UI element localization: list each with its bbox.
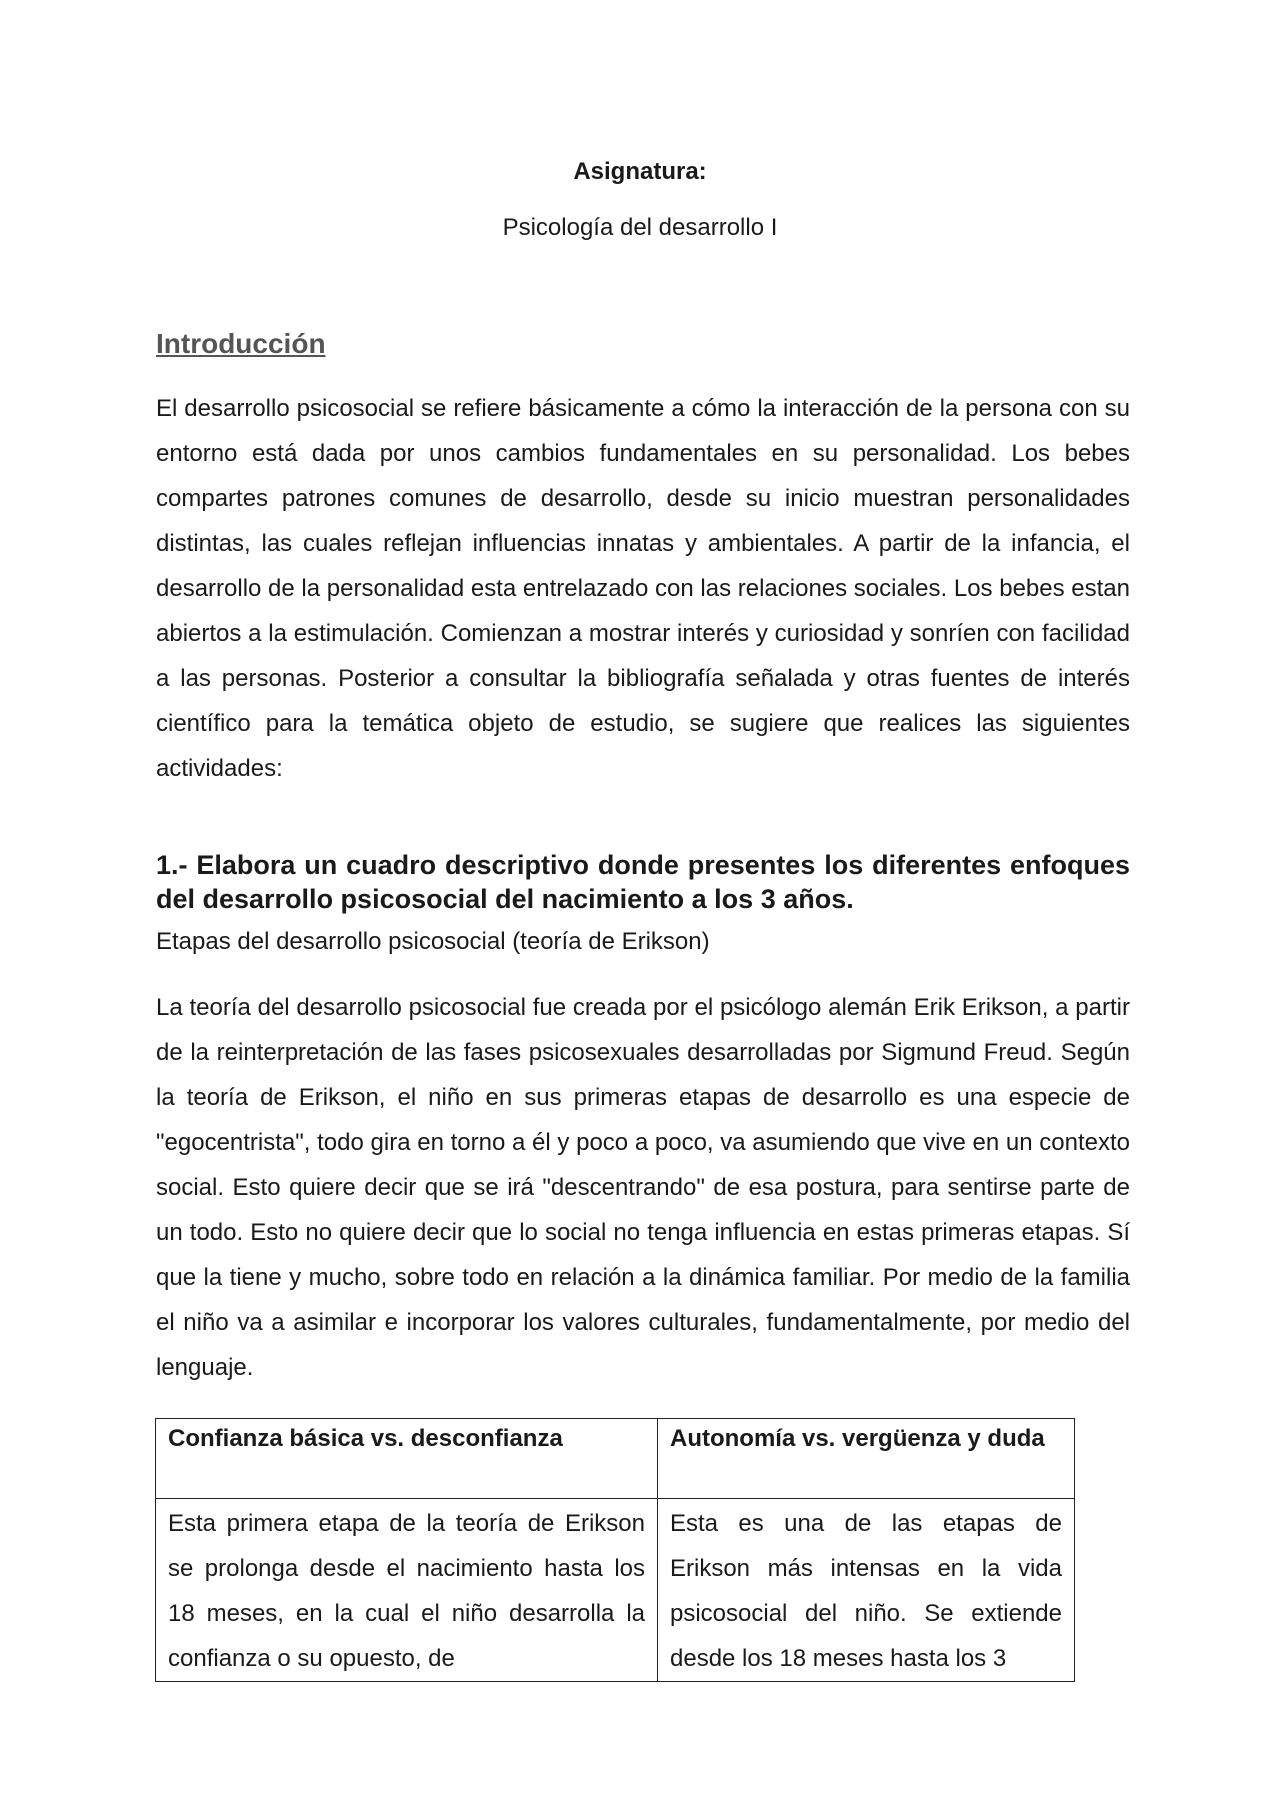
introduction-paragraph: El desarrollo psicosocial se refiere básicamente a cómo la interacción de la persona con su entorno está dada por unos cambios fundamentales en su personalidad. Los bebes compartes patrones comunes de desarrollo, desde su inicio muestran personalidades distintas, las cuales reflejan influencias innatas y ambientales. A partir de la infancia, el desarrollo de la personalidad esta entrelazado con las relaciones sociales. Los bebes estan abiertos a la estimulación. Comienzan a mostrar interés y curiosidad y sonríen con facilidad a las personas. Posterior a consultar la bibliografía señalada y otras fuentes de interés científico para la temática objeto de estudio, se sugiere que realices las siguientes actividades: [156, 395, 1130, 782]
introduction-heading: Introducción [156, 328, 326, 359]
stage-cell-trust: Esta primera etapa de la teoría de Erikson se prolonga desde el nacimiento hasta los 18 meses, en la cual el niño desarrolla la confianza o su opuesto, de [156, 1499, 658, 1682]
table-row [156, 1499, 1075, 1682]
subject-label: Asignatura: [573, 158, 707, 185]
stage-cell-autonomy: Esta es una de las etapas de Erikson más intensas en la vida psicosocial del niño. Se extiende desde los 18 meses hasta los 3 [658, 1499, 1075, 1682]
question-1-subtitle: Etapas del desarrollo psicosocial (teoría de Erikson) [156, 928, 710, 955]
table-header-row [156, 1419, 1075, 1499]
stage-header-trust: Confianza básica vs. desconfianza [156, 1419, 658, 1499]
stage-header-autonomy: Autonomía vs. vergüenza y duda [658, 1419, 1075, 1499]
erikson-stages-table [155, 1418, 1075, 1682]
subject-name: Psicología del desarrollo I [502, 214, 778, 241]
question-1-title: 1.- Elabora un cuadro descriptivo donde presentes los diferentes enfoques del desarrollo psicosocial del nacimiento a los 3 años. [156, 850, 1130, 914]
erikson-theory-paragraph: La teoría del desarrollo psicosocial fue creada por el psicólogo alemán Erik Erikson, a partir de la reinterpretación de las fases psicosexuales desarrolladas por Sigmund Freud. Según la teoría de Erikson, el niño en sus primeras etapas de desarrollo es una especie de "egocentrista", todo gira en torno a él y poco a poco, va asumiendo que vive en un contexto social. Esto quiere decir que se irá "descentrando" de esa postura, para sentirse parte de un todo. Esto no quiere decir que lo social no tenga influencia en estas primeras etapas. Sí que la tiene y mucho, sobre todo en relación a la dinámica familiar. Por medio de la familia el niño va a asimilar e incorporar los valores culturales, fundamentalmente, por medio del lenguaje. [156, 994, 1130, 1381]
